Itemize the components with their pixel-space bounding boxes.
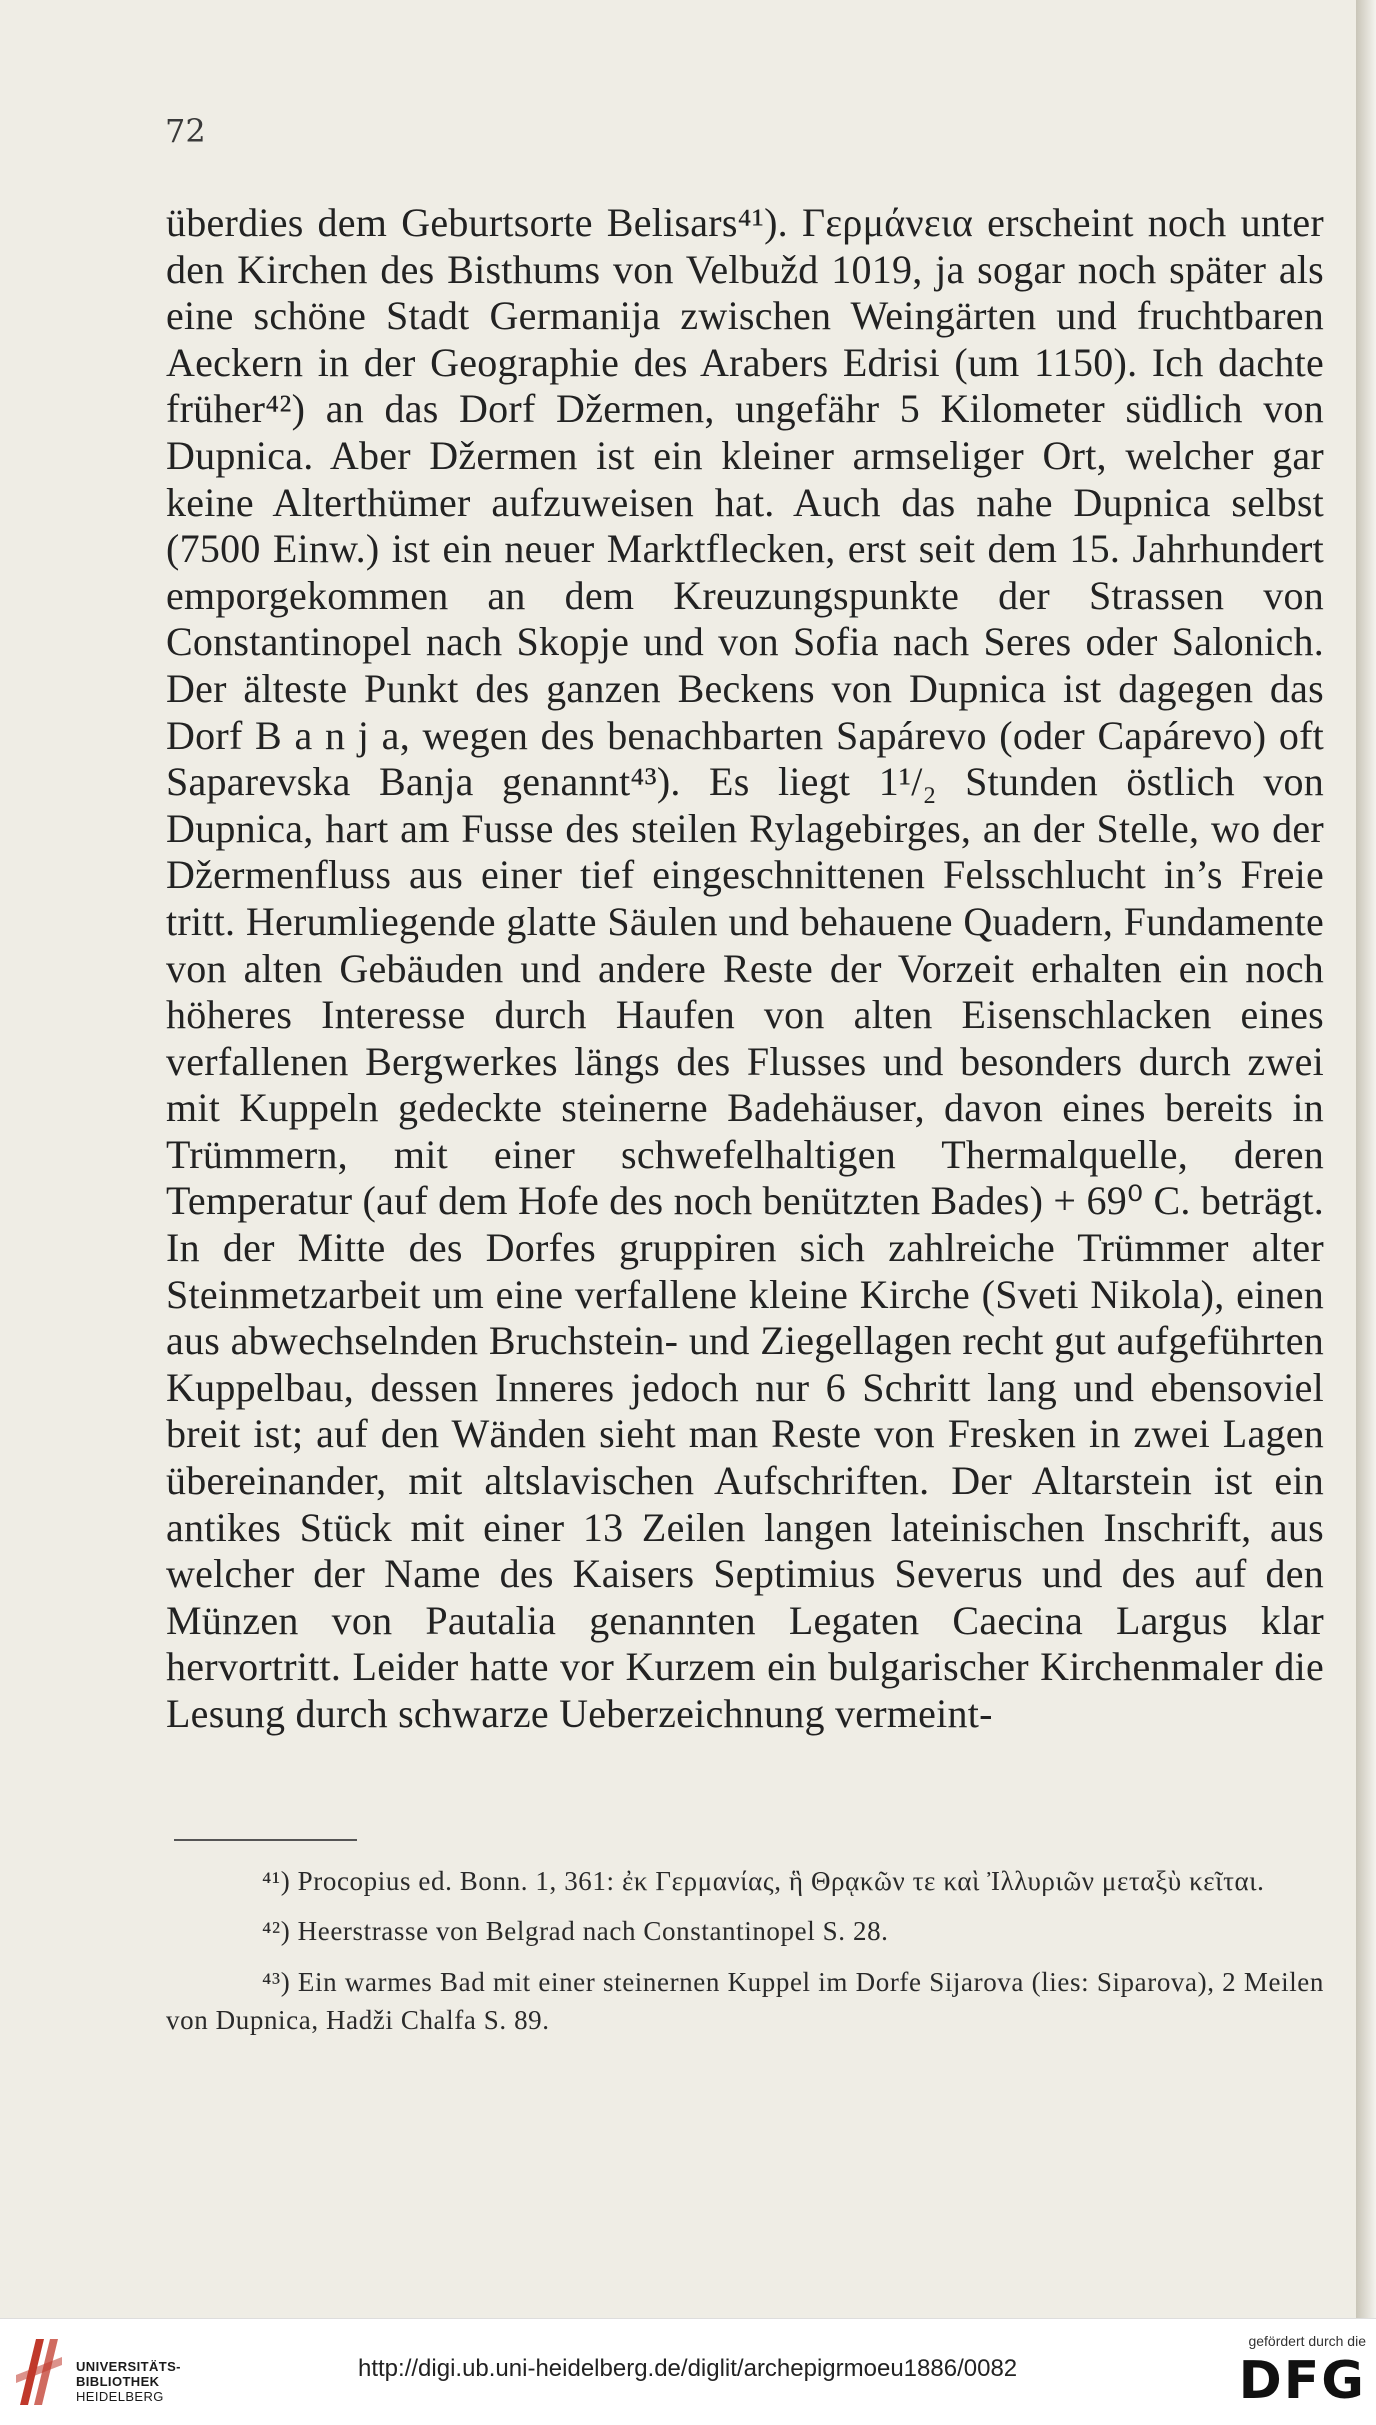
- page-edge: [1356, 0, 1376, 2318]
- library-name-line1: UNIVERSITÄTS-: [76, 2359, 181, 2374]
- sponsor-label: gefördert durch die: [1248, 2333, 1366, 2349]
- library-name-line2: BIBLIOTHEK: [76, 2374, 160, 2389]
- footnote-divider: [174, 1839, 357, 1841]
- sponsor: [1190, 2333, 1366, 2409]
- library-logo-icon: [14, 2335, 66, 2409]
- footer-bar: [0, 2318, 1376, 2425]
- footnote-41: ⁴¹) Procopius ed. Bonn. 1, 361: ἐκ Γερμανίας, ἣ Θρᾳκῶν τε καὶ Ἰλλυριῶν μεταξὺ κεῖται.: [262, 1866, 1265, 1896]
- footnote-43: ⁴³) Ein warmes Bad mit einer steinernen Kuppel im Dorfe Sijarova (lies: Siparova), 2 Meilen von Dupnica, Hadži Chalfa S. 89.: [166, 1966, 1324, 2035]
- source-url[interactable]: http://digi.ub.uni-heidelberg.de/diglit/archepigrmoeu1886/0082: [358, 2355, 1018, 2382]
- page-number: 72: [165, 112, 206, 150]
- footnote-42: ⁴²) Heerstrasse von Belgrad nach Constantinopel S. 28.: [262, 1916, 889, 1947]
- library-name-line3: HEIDELBERG: [76, 2389, 164, 2404]
- library-name: [76, 2359, 181, 2404]
- body-paragraph: überdies dem Geburtsorte Belisars⁴¹). Γερμάνεια erscheint noch unter den Kirchen des Bisthums von Velbužd 1019, ja sogar noch später als eine schöne Stadt Germanija zwischen Weingärten und fruchtbaren Aeckern in der Geographie des Arabers Edrisi (um 1150). Ich dachte früher⁴²) an das Dorf Džermen, ungefähr 5 Kilometer südlich von Dupnica. Aber Džermen ist ein kleiner armseliger Ort, welcher gar keine Alterthümer aufzuweisen hat. Auch das nahe Dupnica selbst (7500 Einw.) ist ein neuer Marktflecken, erst seit dem 15. Jahrhundert emporgekommen an dem Kreuzungspunkte der Strassen von Constantinopel nach Skopje und von Sofia nach Seres oder Salonich. Der älteste Punkt des ganzen Beckens von Dupnica ist dagegen das Dorf B a n j a, wegen des benachbarten Sapárevo (oder Capárevo) oft Saparevska Banja genannt⁴³). Es liegt 1¹/₂ Stunden östlich von Dupnica, hart am Fusse des steilen Rylagebirges, an der Stelle, wo der Džermenfluss aus einer tief eingeschnittenen Felsschlucht in’s Freie tritt. Herumliegende glatte Säulen und behauene Quadern, Fundamente von alten Gebäuden und andere Reste der Vorzeit erhalten ein noch höheres Interesse durch Haufen von alten Eisenschlacken eines verfallenen Bergwerkes längs des Flusses und besonders durch zwei mit Kuppeln gedeckte steinerne Badehäuser, davon eines bereits in Trümmern, mit einer schwefelhaltigen Thermalquelle, deren Temperatur (auf dem Hofe des noch benützten Bades) + 69⁰ C. beträgt. In der Mitte des Dorfes gruppiren sich zahlreiche Trümmer alter Steinmetzarbeit um eine verfallene kleine Kirche (Sveti Nikola), einen aus abwechselnden Bruchstein- und Ziegellagen recht gut aufgeführten Kuppelbau, dessen Inneres jedoch nur 6 Schritt lang und ebensoviel breit ist; auf den Wänden sieht man Reste von Fresken in zwei Lagen übereinander, mit altslavischen Aufschriften. Der Altarstein ist ein antikes Stück mit einer 13 Zeilen langen lateinischen Inschrift, aus welcher der Name des Kaisers Septimius Severus und des auf den Münzen von Pautalia genannten Legaten Caecina Largus klar hervortritt. Leider hatte vor Kurzem ein bulgarischer Kirchenmaler die Lesung durch schwarze Ueberzeichnung vermeint-: [166, 200, 1324, 1736]
- dfg-logo: DFG: [1238, 2351, 1366, 2411]
- footnotes: [166, 1862, 1324, 2039]
